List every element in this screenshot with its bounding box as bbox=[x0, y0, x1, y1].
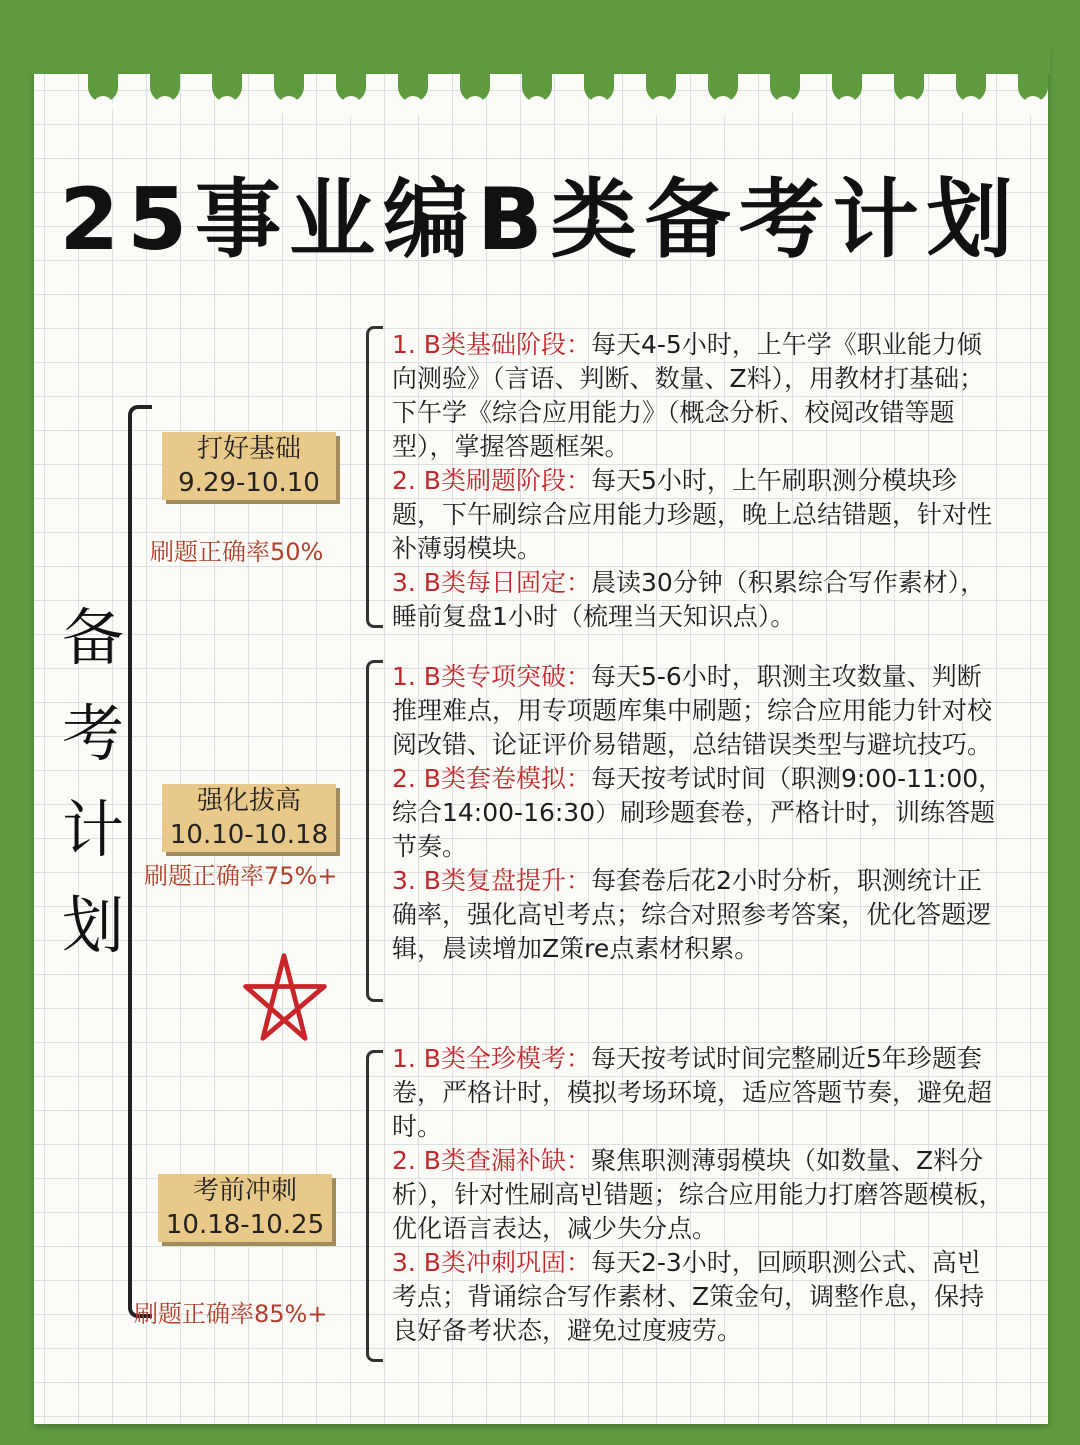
binding-hole bbox=[217, 96, 237, 116]
plan-item-text: 每天5小时，上午刷职测分模块珍题，下午刷综合应用能力珍题，晚上总结错题，针对性补薄弱模块。 bbox=[392, 466, 993, 563]
stage-box-strengthen bbox=[162, 784, 336, 852]
plan-item-text: 每天按考试时间（职测9:00-11:00，综合14:00-16:30）刷珍题套卷，严格计时，训练答题节奏。 bbox=[392, 764, 1004, 861]
binding-hole bbox=[713, 96, 733, 116]
stage-accuracy: 刷题正确率85%+ bbox=[134, 1300, 328, 1328]
plan-item-label: 2. B类刷题阶段： bbox=[392, 466, 591, 495]
stage-dates: 10.10-10.18 bbox=[169, 820, 329, 850]
plan-item-label: 3. B类冲刺巩固： bbox=[392, 1248, 591, 1277]
section-bracket bbox=[366, 326, 383, 628]
section-bracket bbox=[366, 660, 383, 1002]
binding-hole bbox=[279, 96, 299, 116]
stage-box-foundation bbox=[162, 432, 336, 500]
plan-item-text: 每天按考试时间完整刷近5年珍题套卷，严格计时，模拟考场环境，适应答题节奏，避免超时。 bbox=[392, 1044, 993, 1141]
plan-item-label: 1. B类基础阶段： bbox=[392, 330, 591, 359]
stage-accuracy: 刷题正确率75%+ bbox=[144, 862, 338, 890]
plan-item bbox=[392, 464, 1004, 566]
plan-item bbox=[392, 660, 1004, 762]
plan-item-label: 3. B类复盘提升： bbox=[392, 866, 591, 895]
plan-item-label: 1. B类全珍模考： bbox=[392, 1044, 591, 1073]
stage-name: 考前冲刺 bbox=[192, 1176, 297, 1206]
vertical-title-char: 划 bbox=[61, 889, 124, 962]
binding-hole bbox=[403, 96, 423, 116]
vertical-title-char: 备 bbox=[61, 601, 124, 674]
plan-item-text: 每天5-6小时，职测主攻数量、判断推理难点，用专项题库集中刷题；综合应用能力针对校阅改错、论证评价易错题，总结错误类型与避坑技巧。 bbox=[392, 662, 993, 759]
plan-item bbox=[392, 1042, 1004, 1144]
stage-name: 强化拔高 bbox=[196, 786, 301, 816]
binding-hole bbox=[1023, 96, 1043, 116]
binding-hole bbox=[465, 96, 485, 116]
vertical-title bbox=[58, 590, 128, 974]
binding-hole bbox=[961, 96, 981, 116]
plan-item-text: 每套卷后花2小时分析，职测统计正确率，强化高빈考点；综合对照参考答案，优化答题逻辑，晨读增加Z策re点素材积累。 bbox=[392, 866, 992, 963]
binding-hole bbox=[651, 96, 671, 116]
binding-hole bbox=[527, 96, 547, 116]
plan-item-text: 每天2-3小时，回顾职测公式、高빈考点；背诵综合写作素材、Z策金句，调整作息，保持良好备考状态，避免过度疲劳。 bbox=[392, 1248, 985, 1345]
plan-item-text: 每天4-5小时，上午学《职业能力倾向测验》（言语、判断、数量、Z料），用教材打基础；下午学《综合应用能力》（概念分析、校阅改错等题型），掌握答题框架。 bbox=[392, 330, 985, 461]
plan-item-text: 晨读30分钟（积累综合写作素材），睡前复盘1小时（梳理当天知识点）。 bbox=[392, 568, 986, 631]
stage-accuracy: 刷题正确率50% bbox=[150, 538, 324, 566]
plan-item bbox=[392, 864, 1004, 966]
spiral-binding bbox=[0, 0, 1080, 120]
plan-item-label: 2. B类套卷模拟： bbox=[392, 764, 591, 793]
vertical-title-char: 考 bbox=[61, 697, 124, 770]
binding-hole bbox=[93, 96, 113, 116]
plan-item bbox=[392, 762, 1004, 864]
plan-item bbox=[392, 328, 1004, 464]
stage-dates: 9.29-10.10 bbox=[178, 468, 320, 498]
plan-item-text: 聚焦职测薄弱模块（如数量、Z料分析），针对性刷高빈错题；综合应用能力打磨答题模板，优化语言表达，减少失分点。 bbox=[392, 1146, 1004, 1243]
section-sprint bbox=[392, 1042, 1004, 1348]
vertical-title-char: 计 bbox=[61, 793, 124, 866]
binding-hole bbox=[837, 96, 857, 116]
plan-item bbox=[392, 1144, 1004, 1246]
plan-item-label: 1. B类专项突破： bbox=[392, 662, 591, 691]
binding-hole bbox=[155, 96, 175, 116]
star-icon bbox=[236, 950, 332, 1046]
plan-item bbox=[392, 1246, 1004, 1348]
page-title: 25事业编B类备考计划 bbox=[59, 170, 1021, 270]
plan-item bbox=[392, 566, 1004, 634]
section-strengthen bbox=[392, 660, 1004, 966]
binding-hole bbox=[589, 96, 609, 116]
stage-box-sprint bbox=[158, 1174, 332, 1242]
plan-item-label: 2. B类查漏补缺： bbox=[392, 1146, 591, 1175]
binding-hole bbox=[899, 96, 919, 116]
stage-name: 打好基础 bbox=[196, 434, 301, 464]
section-foundation bbox=[392, 328, 1004, 634]
plan-item-label: 3. B类每日固定： bbox=[392, 568, 591, 597]
binding-hole bbox=[775, 96, 795, 116]
stage-dates: 10.18-10.25 bbox=[165, 1210, 325, 1240]
section-bracket bbox=[366, 1050, 383, 1362]
binding-hole bbox=[341, 96, 361, 116]
